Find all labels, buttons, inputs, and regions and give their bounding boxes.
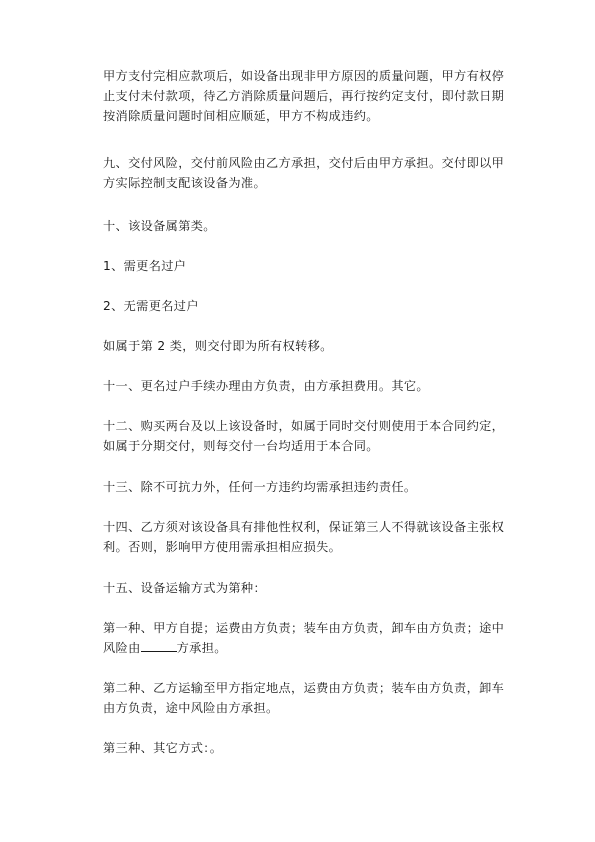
paragraph-payment-quality: 甲方支付完相应款项后，如设备出现非甲方原因的质量问题，甲方有权停止支付未付款项，待乙方消除质量问题后，再行按约定支付，即付款日期按消除质量问题时间相应顺延，甲方不构成违约。 bbox=[103, 69, 505, 123]
paragraph-option-1: 1、需更名过户 bbox=[103, 259, 187, 273]
paragraph-transport-option-1 bbox=[103, 618, 508, 658]
paragraph-clause-13-breach: 十三、除不可抗力外，任何一方违约均需承担违约责任。 bbox=[103, 480, 417, 494]
paragraph-clause-12-multiple-units: 十二、购买两台及以上该设备时，如属于同时交付则使用于本合同约定，如属于分期交付，则每交付一台均适用于本合同。 bbox=[103, 419, 505, 453]
fill-in-blank bbox=[141, 639, 177, 652]
transport-option-1-end: 方承担。 bbox=[176, 641, 227, 655]
paragraph-transport-option-2: 第二种、乙方运输至甲方指定地点，运费由方负责；装车由方负责，卸车由方负责，途中风险由方承担。 bbox=[103, 681, 505, 715]
paragraph-clause-11-transfer-fees: 十一、更名过户手续办理由方负责，由方承担费用。其它。 bbox=[103, 379, 429, 393]
paragraph-option-2: 2、无需更名过户 bbox=[103, 299, 199, 313]
paragraph-clause-9-delivery-risk: 九、交付风险，交付前风险由乙方承担，交付后由甲方承担。交付即以甲方实际控制支配该设备为准。 bbox=[103, 156, 505, 190]
paragraph-clause-10-category: 十、该设备属第类。 bbox=[103, 219, 216, 233]
transport-option-1-text: 第一种、甲方自提；运费由方负责；装车由方负责，卸车由方负责；途中风险由 bbox=[103, 621, 505, 655]
paragraph-clause-14-exclusive-rights: 十四、乙方须对该设备具有排他性权利，保证第三人不得就该设备主张权利。否则，影响甲方使用需承担相应损失。 bbox=[103, 520, 505, 554]
paragraph-transport-option-3: 第三种、其它方式：。 bbox=[103, 741, 223, 755]
paragraph-clause-15-transport: 十五、设备运输方式为第种： bbox=[103, 581, 266, 595]
paragraph-ownership-transfer: 如属于第 2 类，则交付即为所有权转移。 bbox=[103, 339, 333, 353]
